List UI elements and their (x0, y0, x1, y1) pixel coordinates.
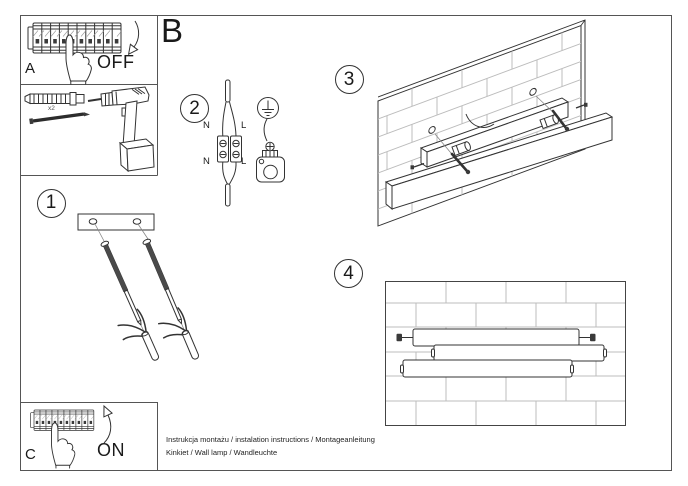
drill-icon (88, 87, 154, 171)
wire-l-bottom-label: L (241, 156, 247, 167)
screw-icon (29, 112, 90, 124)
page-label-b: B (161, 12, 184, 49)
cable-clamp-icon (257, 142, 285, 182)
footer-product-line: Kinkiet / Wall lamp / Wandleuchte (166, 448, 278, 457)
ground-symbol-icon (258, 98, 279, 119)
anchor-screw-icon (84, 240, 161, 369)
step-3-number: 3 (335, 65, 364, 94)
ground-wire (264, 119, 267, 141)
step-4-number: 4 (334, 259, 363, 288)
wire-n-top-label: N (203, 120, 210, 131)
arrow-up-icon (104, 406, 112, 443)
panel-a-label: A (25, 60, 36, 77)
breaker-panel-icon (28, 23, 121, 53)
on-label: ON (97, 440, 125, 460)
step-2-number: 2 (180, 94, 209, 123)
step-1-number: 1 (37, 189, 66, 218)
panel-4-drawing (386, 282, 626, 426)
panel-tools-drawing (25, 87, 154, 171)
wall-anchor-icon (25, 93, 84, 106)
panel-1-drawing (78, 214, 200, 369)
panel-c-label: C (25, 446, 36, 463)
panel-2-drawing (218, 80, 285, 206)
panel-3-drawing (378, 20, 612, 226)
terminal-block (218, 136, 242, 162)
wire-n-bottom-label: N (203, 156, 210, 167)
breaker-panel-icon (31, 410, 94, 430)
wire-l-top-label: L (241, 120, 247, 131)
off-label: OFF (97, 52, 135, 72)
arrow-down-icon (129, 21, 139, 54)
mounting-strip (78, 214, 154, 230)
anchors-qty-label: x2 (48, 105, 55, 112)
anchor-screw-icon (126, 238, 201, 367)
footer-title-line: Instrukcja montażu / instalation instructions / Montageanleitung (166, 435, 375, 444)
